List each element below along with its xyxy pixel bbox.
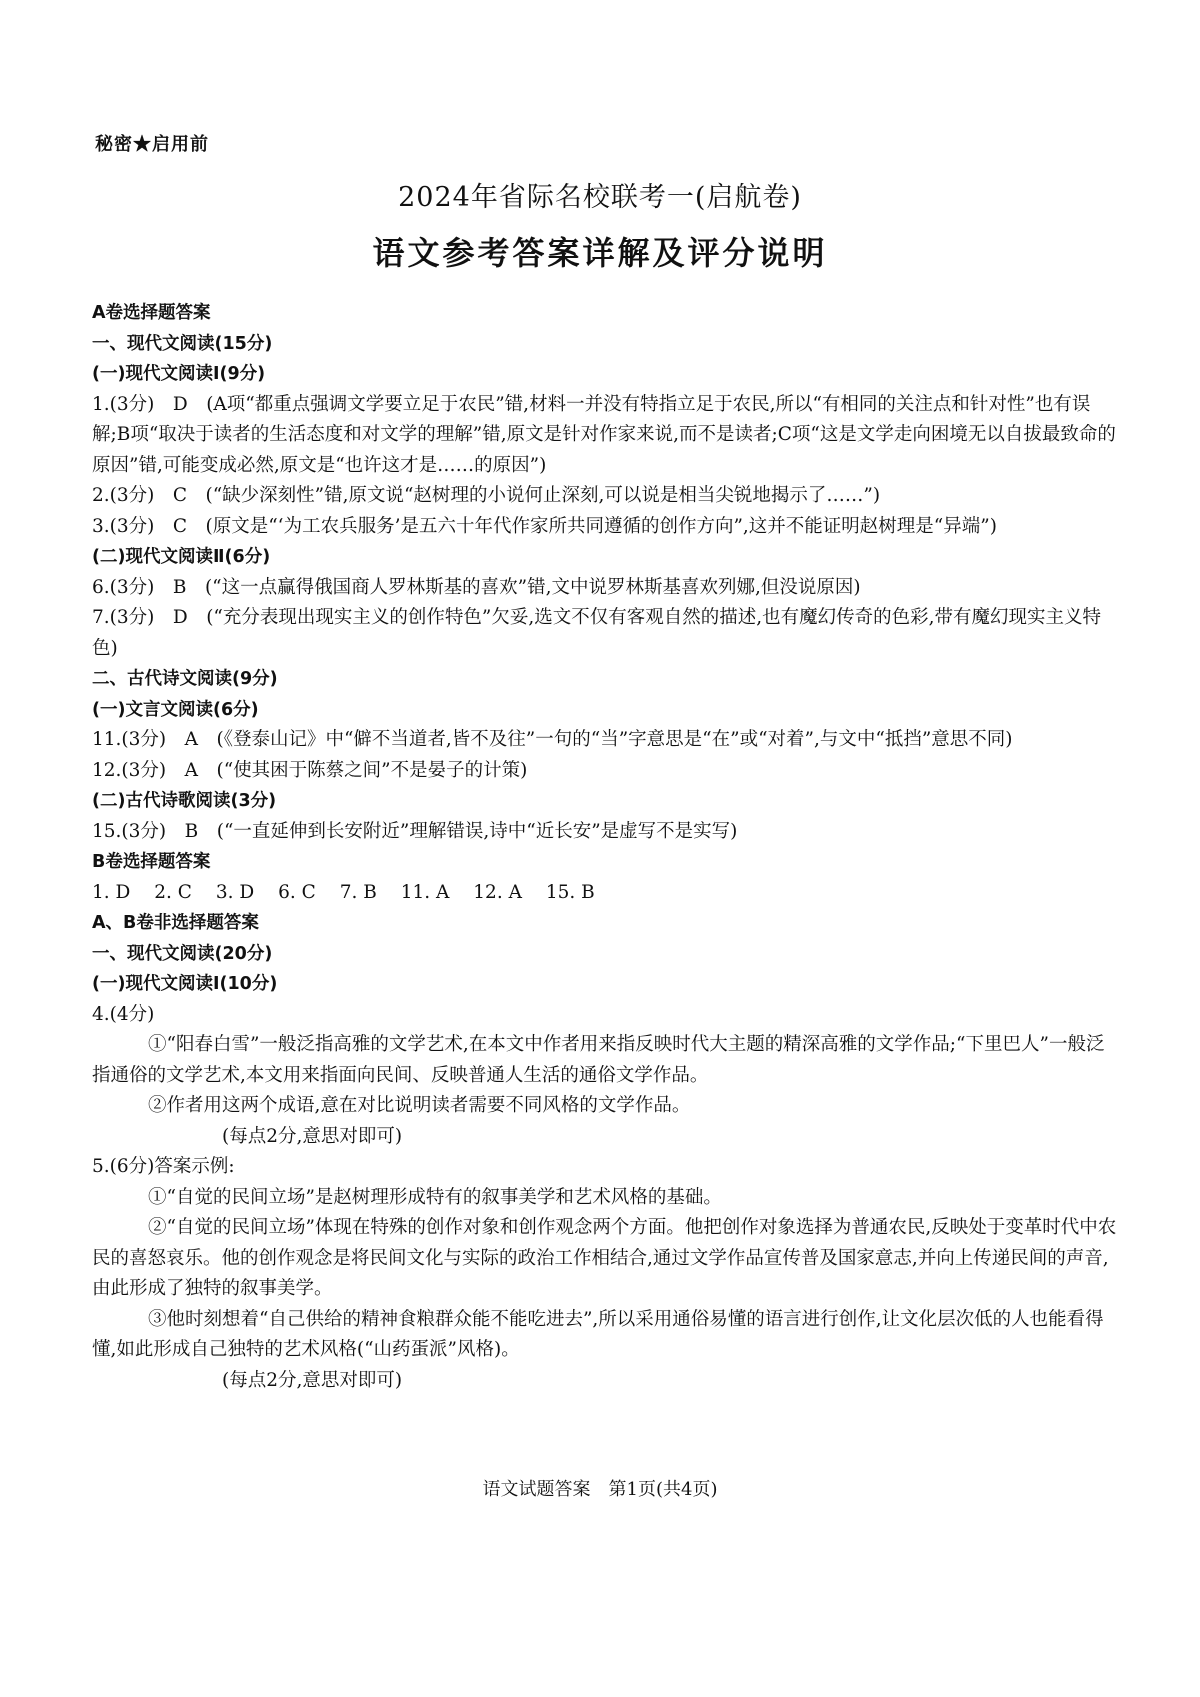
answer-q2: 2.(3分) C (“缺少深刻性”错,原文说“赵树理的小说何止深刻,可以说是相当尖锐地揭示了……”) bbox=[92, 485, 881, 506]
b-answer: 3. D bbox=[215, 881, 255, 903]
b-answer: 7. B bbox=[339, 881, 377, 903]
exam-title: 2024年省际名校联考一(启航卷) bbox=[398, 182, 802, 213]
document-title: 语文参考答案详解及评分说明 bbox=[372, 234, 828, 272]
section-b-heading: B卷选择题答案 bbox=[92, 852, 211, 872]
answer-q15: 15.(3分) B (“一直延伸到长安附近”理解错误,诗中“近长安”是虚写不是实写) bbox=[92, 820, 738, 842]
subsection-heading: (一)文言文阅读(6分) bbox=[92, 699, 259, 720]
answer-q5-point1: ①“自觉的民间立场”是赵树理形成特有的叙事美学和艺术风格的基础。 bbox=[148, 1186, 722, 1208]
subsection-heading: (一)现代文阅读Ⅰ(10分) bbox=[92, 974, 278, 994]
subsection-heading: (二)现代文阅读Ⅱ(6分) bbox=[92, 547, 271, 567]
section-heading: 一、现代文阅读(15分) bbox=[92, 333, 273, 354]
answer-q6: 6.(3分) B (“这一点赢得俄国商人罗林斯基的喜欢”错,文中说罗林斯基喜欢列娜,但没说原因) bbox=[92, 576, 861, 598]
confidential-mark: 秘密★启用前 bbox=[95, 134, 209, 155]
answer-q1: 1.(3分) D (A项“都重点强调文学要立足于农民”错,材料一并没有特指立足于农民,所以“有相同的关注点和针对性”也有误解;B项“取决于读者的生活态度和对文学的理解”错,原文是针对作家来说,而不是读者;C项“这是文学走向困境无以自拔最致命的原因”错,可能变成必然,原文是“也许这才是……的原因”) bbox=[92, 393, 1116, 476]
section-a-heading: A卷选择题答案 bbox=[92, 303, 211, 323]
b-answer-list bbox=[92, 878, 1117, 909]
answer-q11: 11.(3分) A (《登泰山记》中“僻不当道者,皆不及往”一句的“当”字意思是“在”或“对着”,与文中“抵挡”意思不同) bbox=[92, 729, 1013, 750]
scoring-note: (每点2分,意思对即可) bbox=[222, 1125, 403, 1147]
b-answer: 15. B bbox=[545, 881, 595, 903]
page-footer: 语文试题答案 第1页(共4页) bbox=[482, 1479, 718, 1500]
answer-q7: 7.(3分) D (“充分表现出现实主义的创作特色”欠妥,选文不仅有客观自然的描述,也有魔幻传奇的色彩,带有魔幻现实主义特色) bbox=[92, 607, 1101, 659]
answer-q3: 3.(3分) C (原文是“‘为工农兵服务’是五六十年代作家所共同遵循的创作方向”,这并不能证明赵树理是“异端”) bbox=[92, 515, 997, 537]
section-heading: 二、古代诗文阅读(9分) bbox=[92, 669, 278, 689]
answer-q4-point1: ①“阳春白雪”一般泛指高雅的文学艺术,在本文中作者用来指反映时代大主题的精深高雅的文学作品;“下里巴人”一般泛指通俗的文学艺术,本文用来指面向民间、反映普通人生活的通俗文学作品。 bbox=[92, 1034, 1105, 1086]
subsection-heading: (二)古代诗歌阅读(3分) bbox=[92, 791, 277, 811]
answer-q5-point2: ②“自觉的民间立场”体现在特殊的创作对象和创作观念两个方面。他把创作对象选择为普通农民,反映处于变革时代中农民的喜怒哀乐。他的创作观念是将民间文化与实际的政治工作相结合,通过文学作品宣传普及国家意志,并向上传递民间的声音,由此形成了独特的叙事美学。 bbox=[92, 1217, 1117, 1299]
section-heading: 一、现代文阅读(20分) bbox=[92, 943, 273, 964]
b-answer: 11. A bbox=[400, 881, 450, 903]
answer-q4-heading: 4.(4分) bbox=[92, 1003, 155, 1025]
answer-content bbox=[92, 298, 1117, 1396]
scoring-note: (每点2分,意思对即可) bbox=[222, 1369, 403, 1391]
answer-q5-heading: 5.(6分)答案示例: bbox=[92, 1156, 235, 1177]
b-answer: 12. A bbox=[473, 881, 522, 903]
section-ab-heading: A、B卷非选择题答案 bbox=[92, 913, 259, 933]
b-answer: 6. C bbox=[278, 881, 316, 903]
b-answer: 2. C bbox=[154, 881, 192, 903]
answer-q12: 12.(3分) A (“使其困于陈蔡之间”不是晏子的计策) bbox=[92, 759, 528, 781]
answer-q4-point2: ②作者用这两个成语,意在对比说明读者需要不同风格的文学作品。 bbox=[148, 1095, 691, 1116]
b-answer: 1. D bbox=[92, 881, 131, 903]
subsection-heading: (一)现代文阅读Ⅰ(9分) bbox=[92, 364, 266, 384]
answer-q5-point3: ③他时刻想着“自己供给的精神食粮群众能不能吃进去”,所以采用通俗易懂的语言进行创作,让文化层次低的人也能看得懂,如此形成自己独特的艺术风格(“山药蛋派”风格)。 bbox=[92, 1308, 1104, 1360]
